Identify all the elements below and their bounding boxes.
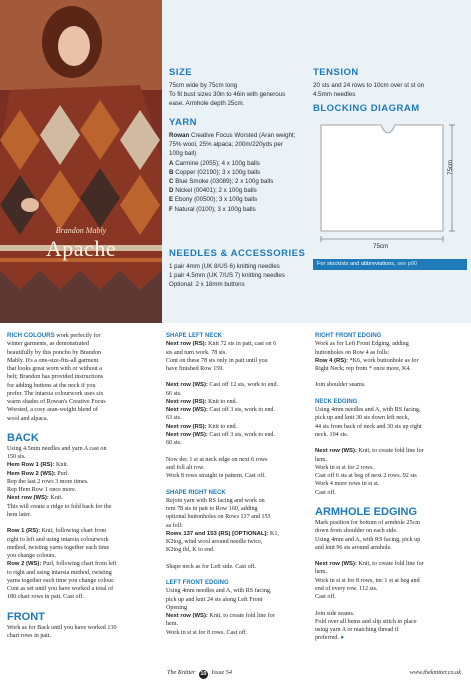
tension-heading: TENSION: [313, 67, 359, 78]
width-label: 75cm: [373, 243, 389, 250]
back-hem: Hem Row 1 (RS): Knit. Hem Row 2 (WS): Purl. Rep the last 2 rows 3 more times. Rep Hem Row 1 once more. Next row (WS): Knit. This will create a ridge to fold back for the hem later.: [7, 462, 112, 518]
armhole-edging-p2: Next row (WS): Knit, to create fold line for hem. Work in st st for 8 rows, inc 1 st at beg and end of every row. 112 sts. Cast off.: [315, 561, 424, 601]
tension-section: [313, 67, 467, 99]
column-1: [7, 332, 152, 640]
shape-left-neck-p3: Now dec 1 st at neck edge on next 6 rows and foll alt row. Work 8 rows straight in pattern. Cast off.: [166, 456, 268, 480]
armhole-edging-p1: Mark position for bottom of armhole 25cm down from shoulder on each side. Using 4mm and A, with RS facing, pick up and knit 96 sts around armhole.: [315, 520, 421, 551]
garment-photo: [0, 0, 162, 323]
front-heading: FRONT: [7, 610, 45, 623]
shape-left-neck-heading: SHAPE LEFT NECK: [166, 333, 223, 339]
height-label: 75cm: [447, 159, 454, 175]
shape-right-neck-p1: Rejoin yarn with RS facing and work on rem 78 sts in patt to Row 160, adding optional buttonholes on Rows 137 and 153 as foll: Rows 137 and 153 (RS) [OPTIONAL]: K1, K2tog, wind wool around needle twice, K2tog tbl, K to end.: [166, 497, 279, 554]
shape-right-neck-heading: SHAPE RIGHT NECK: [166, 489, 226, 496]
tension-text: 20 sts and 24 rows to 10cm over st st on 4.5mm needles: [313, 82, 425, 99]
shape-left-neck-p2: Next row (WS): Cast off 12 sts, work to end. 66 sts. Next row (RS): Knit to end. Next row (WS): Cast off 3 sts, work to end. 63 sts. Next row (RS): Knit to end. Next row (WS): Cast off 3 sts, work to end. 60 sts.: [166, 382, 279, 447]
right-front-edging-heading: RIGHT FRONT EDGING: [315, 333, 382, 339]
yarn-colour-f: F Natural (0100); 3 x 100g balls: [169, 205, 256, 213]
size-section: [169, 67, 309, 109]
photo-illustration: [0, 0, 162, 323]
needles-heading: NEEDLES & ACCESSORIES: [169, 248, 306, 259]
blocking-diagram: [313, 119, 463, 249]
back-heading: BACK: [7, 431, 39, 444]
header-section: [0, 0, 471, 323]
back-chart-rows: Row 1 (RS): Knit, following chart from right to left and using intarsia colourwork method, twisting yarns together each time you change colours. Row 2 (WS): Purl, following chart from left to right and using intarsia method, twisting yarns together each time you change colour. Cont as set until you have worked a total of 180 chart rows in patt. Cast off.: [7, 528, 117, 601]
right-front-edging-p2: Join shoulder seams.: [315, 382, 366, 389]
blocking-heading: BLOCKING DIAGRAM: [313, 103, 420, 114]
back-cast-on: Using 4.5mm needles and yarn A cast on 150 sts.: [7, 445, 107, 461]
right-front-edging-p1: Work as for Left Front Edging, adding buttonholes on Row 4 as folls: Row 4 (RS): *K6, work buttonhole as for Right Neck; rep from * once more, K4.: [315, 341, 419, 372]
yarn-colour-b: B Copper (02190); 3 x 100g balls: [169, 168, 261, 176]
yarn-colour-a: A Carmine (2055); 4 x 100g balls: [169, 159, 260, 167]
page-footer: [7, 669, 461, 681]
neck-edging-heading: NECK EDGING: [315, 398, 358, 405]
neck-edging-p2: Next row (WS): Knit, to create fold line for hem. Work in st st for 2 rows. Cast off 6 sts at beg of next 2 rows. 92 sts Work 4 more rows in st st. Cast off.: [315, 448, 424, 496]
column-2: [166, 332, 306, 637]
blocking-section: [313, 103, 467, 250]
footer-issue: The Knitter 10 Issue 54: [167, 669, 232, 677]
shape-right-neck-p2: Shape neck as for Left side. Cast off.: [166, 563, 257, 570]
stockists-bar[interactable]: For stockists and abbreviations, see p90: [313, 259, 467, 270]
yarn-text: Rowan Creative Focus Worsted (Aran weight; 75% wool, 25% alpaca; 200m/220yds per 100g ball) A Carmine (2055); 4 x 100g balls B Copper (02190); 3 x 100g balls C Blue Smoke (03089); 2 x 100g balls D Nickel (00401); 2 x 100g balls E Ebony (00500); 3 x 100g balls F Natural (0100); 3 x 100g balls: [169, 131, 309, 214]
column-3: [315, 332, 459, 643]
size-heading: SIZE: [169, 67, 193, 78]
yarn-colour-c: C Blue Smoke (03089); 2 x 100g balls: [169, 178, 274, 186]
footer-url[interactable]: www.theknitter.co.uk: [409, 669, 461, 676]
needles-text: 1 pair 4mm (UK 8/US 6) knitting needles 1 pair 4.5mm (UK 7/US 7) knitting needles Optional: 2 x 18mm buttons: [169, 263, 285, 289]
page-number: 10: [200, 671, 207, 677]
intro-paragraph: RICH COLOURS work perfectly for winter garments, as demonstrated beautifully by this poncho by Brandon Mably. It's a one-size-fits-all garment that looks great worn with or without a belt; Brandon has provided instructions for adding buttons at the neck if you prefer. The intarsia colourwork uses six warm shades of Rowan's Creative Focus Worsted, a cosy aran-weight blend of wool and alpaca.: [7, 332, 106, 422]
left-front-edging-p2: Next row (WS): Knit, to create fold line for hem. Work in st st for 8 rows. Cast off.: [166, 613, 275, 636]
end-mark-icon: ●: [340, 635, 345, 642]
size-text: 75cm wide by 75cm long To fit bust sizes 30in to 46in with generous ease. Armhole depth 25cm.: [169, 82, 286, 108]
pattern-title: Apache: [45, 236, 117, 261]
left-front-edging-heading: LEFT FRONT EDGING: [166, 580, 229, 587]
needles-section: [169, 248, 314, 290]
specs-panel: [162, 0, 471, 323]
yarn-colour-d: D Nickel (00401); 2 x 100g balls: [169, 187, 257, 195]
finishing-text: Join side seams. Fold over all hems and slip stitch in place using yarn A or matching thread if preferred. ●: [315, 610, 417, 642]
armhole-edging-heading: ARMHOLE EDGING: [315, 506, 418, 518]
yarn-heading: YARN: [169, 117, 198, 128]
yarn-colour-e: E Ebony (00500); 3 x 100g balls: [169, 196, 258, 204]
neck-edging-p1: Using 4mm needles and A, with RS facing, pick up and knit 30 sts down left neck, 44 sts from back of neck and 30 sts up right neck. 104 sts.: [315, 407, 422, 438]
shape-left-neck-p1: Next row (RS): Knit 72 sts in patt, cast on 6 sts and turn work. 78 sts. Cont on these 78 sts only in patt until you have finished Row 159.: [166, 341, 277, 372]
yarn-section: [169, 117, 309, 214]
left-front-edging-p1: Using 4mm needles and A, with RS facing, pick up and knit 24 sts along Left Front Opening: [166, 588, 272, 611]
front-text: Work as for Back until you have worked 130 chart rows in patt.: [7, 624, 117, 640]
designer-name: Brandon Mably: [55, 226, 107, 235]
